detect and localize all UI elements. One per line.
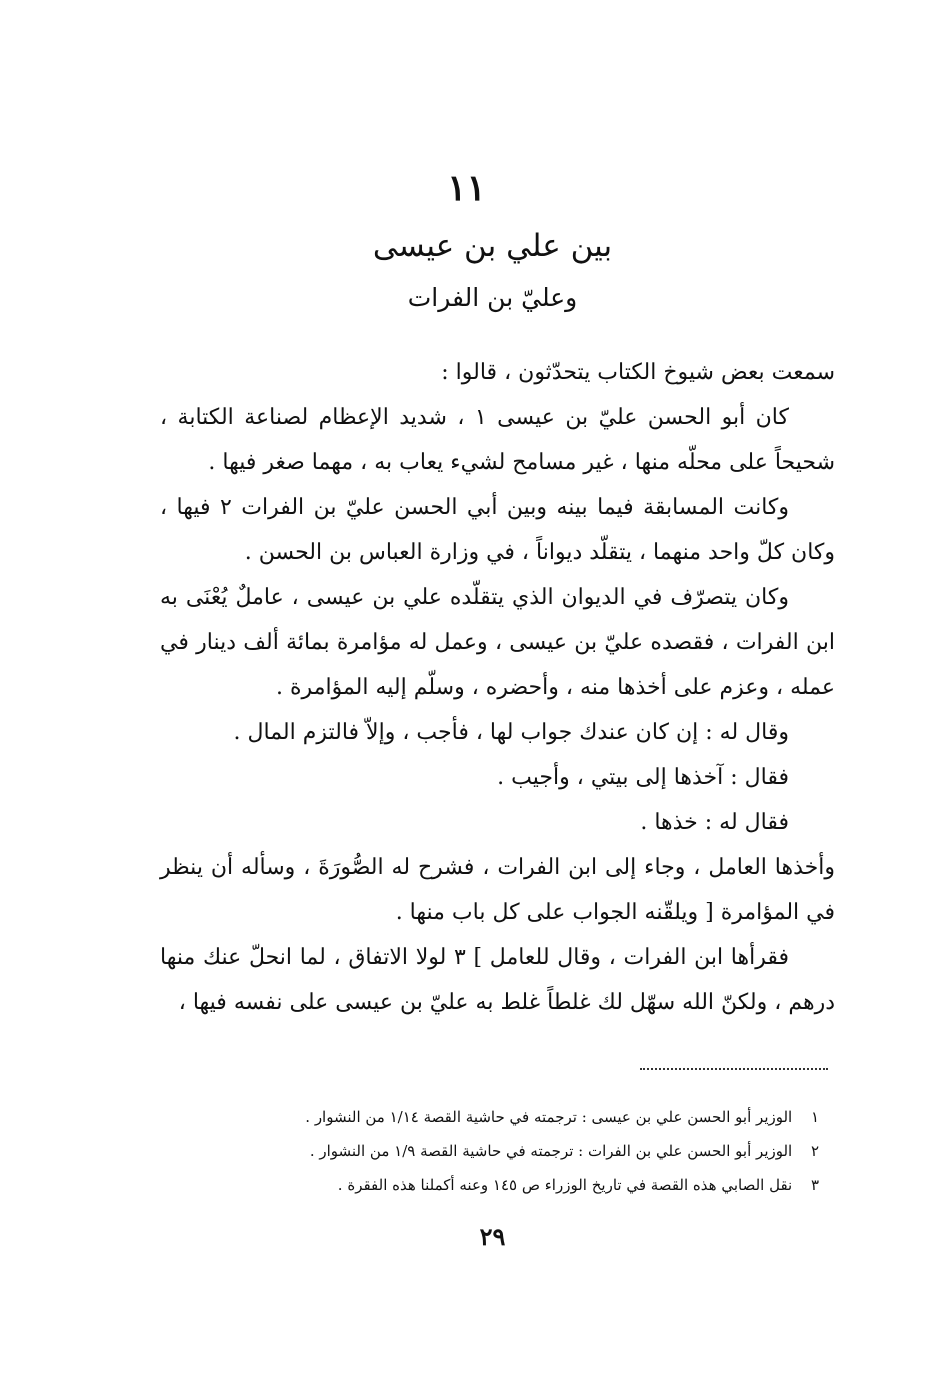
footnote — [160, 1100, 835, 1134]
paragraph: فقال : آخذها إلى بيتي ، وأجيب . — [497, 765, 789, 790]
chapter-number: ١١ — [447, 167, 486, 209]
footnote — [160, 1134, 835, 1168]
paragraph: سمعت بعض شيوخ الكتاب يتحدّثون ، قالوا : — [441, 360, 835, 385]
footnotes — [160, 1100, 835, 1202]
footnote — [160, 1168, 835, 1202]
footnote-number: ٣ — [810, 1176, 819, 1194]
footnote-text: الوزير أبو الحسن علي بن الفرات : ترجمته في حاشية القصة ١/٩ من النشوار . — [309, 1142, 793, 1160]
footnote-text: نقل الصابي هذه القصة في تاريخ الوزراء ص ١٤٥ وعنه أكملنا هذه الفقرة . — [337, 1176, 793, 1194]
footnote-separator — [640, 1068, 828, 1070]
paragraph: فقال له : خذها . — [640, 810, 789, 835]
page-number: ٢٩ — [479, 1222, 506, 1251]
paragraph: وكانت المسابقة فيما بينه وبين أبي الحسن عليّ بن الفرات ٢ فيها ، وكان كلّ واحد منهما ، يتقلّد ديواناً ، في وزارة العباس بن الحسن . — [160, 495, 835, 565]
chapter-subtitle: وعليّ بن الفرات — [407, 283, 578, 312]
footnote-number: ١ — [810, 1108, 819, 1126]
paragraph: كان أبو الحسن عليّ بن عيسى ١ ، شديد الإعظام لصناعة الكتابة ، شحيحاً على محلّه منها ، غير مسامح لشيء يعاب به ، مهما صغر فيها . — [160, 405, 835, 475]
paragraph: وأخذها العامل ، وجاء إلى ابن الفرات ، فشرح له الصُّورَةَ ، وسأله أن ينظر في المؤامرة [ ويلقّنه الجواب على كل باب منها . — [160, 855, 835, 925]
paragraph: فقرأها ابن الفرات ، وقال للعامل ] ٣ لولا الاتفاق ، لما انحلّ عنك منها درهم ، ولكنّ الله سهّل لك غلطاً غلط به عليّ بن عيسى على نفسه فيها ، — [160, 945, 835, 1015]
body-text — [160, 350, 835, 1025]
paragraph: وكان يتصرّف في الديوان الذي يتقلّده علي بن عيسى ، عاملٌ يُعْنَى به ابن الفرات ، فقصده عليّ بن عيسى ، وعمل له مؤامرة بمائة ألف دينار في عمله ، وعزم على أخذها منه ، وأحضره ، وسلّم إليه المؤامرة . — [160, 585, 835, 700]
footnote-number: ٢ — [810, 1142, 819, 1160]
chapter-title: بين علي بن عيسى — [372, 228, 613, 264]
footnote-text: الوزير أبو الحسن علي بن عيسى : ترجمته في حاشية القصة ١/١٤ من النشوار . — [305, 1108, 793, 1126]
paragraph: وقال له : إن كان عندك جواب لها ، فأجب ، وإلاّ فالتزم المال . — [233, 720, 789, 745]
